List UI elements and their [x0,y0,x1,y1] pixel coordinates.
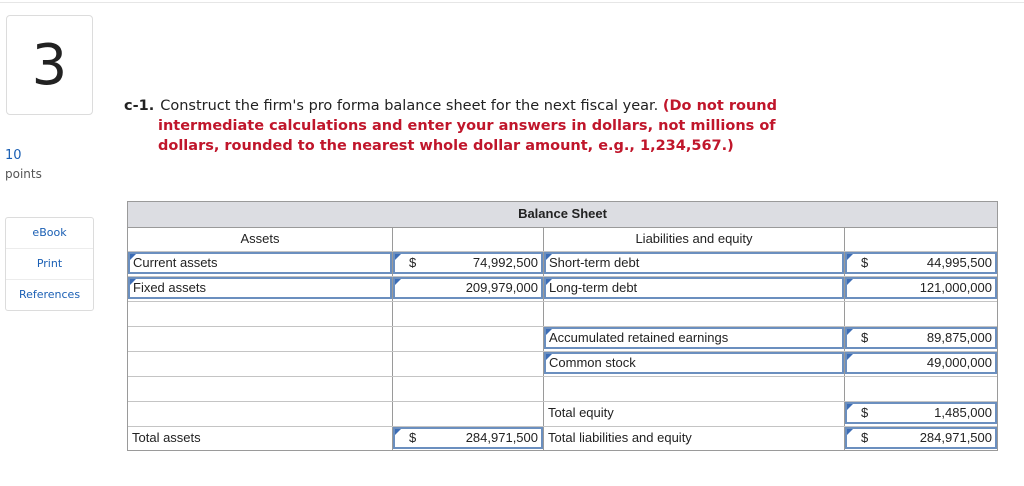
instruction-line-2: intermediate calculations and enter your answers in dollars, not millions of [158,118,776,134]
fixed-assets-value: 209,979,000 [465,280,538,295]
total-assets-value: 284,971,500 [465,430,538,445]
current-assets-label-field[interactable] [128,252,392,274]
long-term-debt-value: 121,000,000 [919,280,992,295]
resource-links [5,217,94,311]
retained-earnings-label-field[interactable] [544,327,844,349]
ebook-link[interactable]: eBook [6,218,93,249]
fixed-assets-label-field[interactable] [128,277,392,299]
question-label: c-1. [124,98,155,114]
total-equity-label: Total equity [548,405,614,420]
common-stock-field[interactable] [845,352,997,374]
current-assets-field[interactable] [393,252,543,274]
retained-earnings-value: 89,875,000 [926,330,992,345]
short-term-debt-label: Short-term debt [549,255,640,270]
question-number: 3 [6,15,93,115]
total-assets-field[interactable] [393,427,543,449]
instruction-line-3: dollars, rounded to the nearest whole dollar amount, e.g., 1,234,567.) [158,138,734,154]
total-equity-field[interactable] [845,402,997,424]
common-stock-value: 49,000,000 [926,355,992,370]
currency-symbol: $ [861,430,869,445]
total-assets-label: Total assets [132,430,201,445]
question-prompt: Construct the firm's pro forma balance sheet for the next fiscal year. [160,98,659,114]
common-stock-label: Common stock [549,355,636,370]
print-link[interactable]: Print [6,249,93,280]
points-label: points [5,167,42,181]
references-link[interactable]: References [18,288,81,301]
short-term-debt-label-field[interactable] [544,252,844,274]
instruction-line-1: (Do not round [662,98,777,114]
common-stock-label-field[interactable] [544,352,844,374]
top-divider [0,2,1024,3]
retained-earnings-field[interactable] [845,327,997,349]
long-term-debt-label-field[interactable] [544,277,844,299]
currency-symbol: $ [861,405,869,420]
balance-sheet-table [127,201,998,451]
total-equity-value: 1,485,000 [934,405,992,420]
currency-symbol: $ [409,255,417,270]
short-term-debt-value: 44,995,500 [926,255,992,270]
long-term-debt-label: Long-term debt [549,280,638,295]
currency-symbol: $ [409,430,417,445]
assets-header: Assets [240,231,280,246]
total-liabilities-equity-value: 284,971,500 [919,430,992,445]
fixed-assets-label: Fixed assets [133,280,206,295]
balance-sheet-title: Balance Sheet [128,202,997,228]
retained-earnings-label: Accumulated retained earnings [549,330,729,345]
grid-line [128,376,997,377]
liabilities-header: Liabilities and equity [635,231,753,246]
question-text [124,96,804,156]
points-value: 10 [5,148,22,163]
short-term-debt-field[interactable] [845,252,997,274]
long-term-debt-field[interactable] [845,277,997,299]
total-liabilities-equity-label: Total liabilities and equity [548,430,692,445]
currency-symbol: $ [861,255,869,270]
current-assets-value: 74,992,500 [472,255,538,270]
current-assets-label: Current assets [133,255,218,270]
total-liabilities-equity-field[interactable] [845,427,997,449]
currency-symbol: $ [861,330,869,345]
grid-line [128,301,997,302]
fixed-assets-field[interactable] [393,277,543,299]
